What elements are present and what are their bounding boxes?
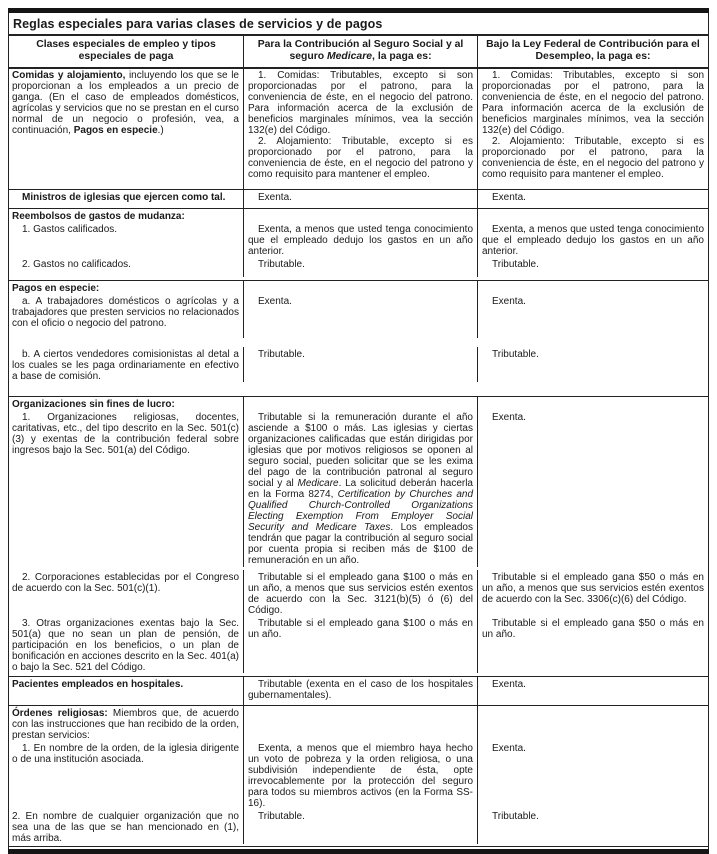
cell-org-religiosas-futa (477, 410, 708, 567)
table-header-row (9, 36, 708, 68)
cell-org-religiosas-clase (9, 410, 243, 567)
text-gastos-no-calificados: 2. Gastos no calificados. (22, 259, 131, 270)
text-pacientes-clase: Pacientes empleados en hospitales. (12, 679, 184, 690)
cell-gastos-calificados-ss (243, 222, 477, 257)
cell-pacientes-clase (9, 677, 243, 705)
cell-ordenes-2-clase (9, 809, 243, 844)
text-comidas-futa-1: 1. Comidas: Tributables, excepto si son proporcionadas por el patrono, para la conveniencia de éste, en el negocio del patrono. Para información acerca de la exclusión de beneficios marginales mínimos, vea la sección 132(e) del Código. (482, 70, 704, 136)
cell-pagos-b-futa (477, 347, 708, 382)
text-reembolsos-heading: Reembolsos de gastos de mudanza: (12, 211, 185, 222)
cell-ordenes-1-clase (9, 741, 243, 809)
text-gastos-no-calificados-ss: Tributable. (258, 259, 305, 270)
cell-pacientes-futa (477, 677, 708, 705)
text-org-religiosas-ss: Tributable si la remuneración durante el año asciende a $100 o más. Las iglesias y ciertas organizaciones calificadas que están dirigidas por iglesias que por motivos religiosos se oponen al seguro social, pueden solicitar que se les exima del pago de la contribución patronal al seguro social y al Medicare. La solicitud deberán hacerla en la Forma 8274, Certification by Churches and Qualified Church-Controlled Organizations Electing Exemption From Employer Social Security and Medicare Taxes. Los empleados tendrán que pagar la contribución al seguro social por cuenta propia si reciben más de $100 de remuneración en un año. (248, 412, 474, 566)
cell-gastos-no-calificados-ss (243, 257, 477, 277)
text-pagos-heading: Pagos en especie: (12, 283, 100, 294)
text-comidas-ss-1: 1. Comidas: Tributables, excepto si son proporcionadas por el patrono, para la conveniencia de éste, en el negocio del patrono. Para información acerca de la exclusión de beneficios marginales mínimos, vea la sección 132(e) del Código. (248, 70, 473, 136)
table-title: Reglas especiales para varias clases de servicios y de pagos (9, 13, 708, 36)
text-org-corporaciones: 2. Corporaciones establecidas por el Congreso de acuerdo con la Sec. 501(c)(1). (12, 572, 239, 594)
row-pacientes-hospitales (9, 676, 708, 705)
cell-spacer (243, 281, 477, 294)
header-col-social-security-medicare: Para la Contribución al Seguro Social y al seguro Medicare, la paga es: (243, 36, 477, 67)
cell-pagos-a-ss (243, 294, 477, 338)
header-col-employment: Clases especiales de empleo y tipos especiales de paga (36, 39, 216, 62)
header-col-futa: Bajo la Ley Federal de Contribución para el Desempleo, la paga es: (477, 36, 708, 67)
cell-org-corporaciones-futa (477, 570, 708, 616)
cell-gastos-no-calificados-clase (9, 257, 243, 277)
text-org-corporaciones-ss: Tributable si el empleado gana $100 o más en un año, a menos que sus servicios estén exentos de acuerdo con la Sec. 3121(b)(5) ó (6) del Código. (248, 572, 473, 616)
cell-comidas-clase (9, 68, 243, 189)
cell-organizaciones-heading (9, 397, 243, 410)
cell-spacer (477, 209, 708, 222)
text-pagos-b-futa: Tributable. (492, 349, 539, 360)
cell-org-otras-futa (477, 616, 708, 673)
cell-ordenes-heading (9, 706, 243, 741)
text-pagos-a-ss: Exenta. (258, 296, 292, 307)
text-org-otras-futa: Tributable si el empleado gana $50 o más en un año. (482, 618, 704, 640)
row-comidas-alojamiento (9, 68, 708, 189)
cell-pagos-a-futa (477, 294, 708, 338)
cell-ordenes-2-futa (477, 809, 708, 844)
text-gastos-calificados-ss: Exenta, a menos que usted tenga conocimiento que el empleado dedujo los gastos en un año anterior. (248, 224, 473, 257)
text-pacientes-ss: Tributable (exenta en el caso de los hospitales gubernamentales). (248, 679, 473, 701)
text-ordenes-1-ss: Exenta, a menos que el miembro haya hecho un voto de pobreza y la orden religiosa, o una subdivisión independiente de ésta, opte irrevocablemente por la protección del seguro para todos su miembros activos (en la Forma SS-16). (248, 743, 473, 809)
text-pagos-a-futa: Exenta. (492, 296, 526, 307)
text-ordenes-2-futa: Tributable. (492, 811, 539, 822)
special-rules-table (8, 8, 709, 854)
cell-spacer (477, 706, 708, 741)
text-ministros-futa: Exenta. (492, 192, 526, 203)
cell-gastos-calificados-clase (9, 222, 243, 257)
text-gastos-no-calificados-futa: Tributable. (492, 259, 539, 270)
cell-pagos-heading (9, 281, 243, 294)
cell-ordenes-1-futa (477, 741, 708, 809)
text-organizaciones-heading: Organizaciones sin fines de lucro: (12, 399, 175, 410)
text-ordenes-1-futa: Exenta. (492, 743, 526, 754)
cell-gastos-calificados-futa (477, 222, 708, 257)
text-comidas-ss-2: 2. Alojamiento: Tributable, excepto si es proporcionado por el patrono, para la conveniencia de éste, en el negocio del patrono y como requisito para mantener el empleo. (248, 136, 473, 180)
cell-spacer (243, 706, 477, 741)
text-org-otras: 3. Otras organizaciones exentas bajo la Sec. 501(a) que no sean un plan de pensión, de participación en los beneficios, o un plan de bonificación en acciones descrito en la Sec. 401(a) o bajo la Sec. 521 del Código. (12, 618, 239, 673)
cell-ordenes-2-ss (243, 809, 477, 844)
cell-org-otras-ss (243, 616, 477, 673)
cell-comidas-futa (477, 68, 708, 189)
table-bottom-bar (8, 849, 709, 854)
cell-pagos-a-clase (9, 294, 243, 338)
text-org-religiosas-futa: Exenta. (492, 412, 526, 423)
cell-ministros-clase (9, 190, 243, 208)
text-comidas-clase: Comidas y alojamiento, incluyendo los que se le proporcionan a los empleados a un precio de ganga. (En el caso de empleados domésticos, agrícolas y servicios que no se prestan en el curso normal de un negocio o profesión, vea, a continuación, Pagos en especie.) (12, 70, 239, 136)
text-pagos-a: a. A trabajadores domésticos o agrícolas y a trabajadores que presten servicios no relacionados con el oficio o negocio del patrono. (12, 296, 239, 329)
text-pagos-b-ss: Tributable. (258, 349, 305, 360)
cell-org-otras-clase (9, 616, 243, 673)
text-pagos-b: b. A ciertos vendedores comisionistas al detal a los cuales se les paga ordinariamente en efectivo a base de comisión. (12, 349, 239, 382)
text-gastos-calificados: 1. Gastos calificados. (22, 224, 118, 235)
cell-ministros-futa (477, 190, 708, 208)
row-ordenes-religiosas (9, 705, 708, 846)
cell-ministros-ss-medicare (243, 190, 477, 208)
cell-pacientes-ss (243, 677, 477, 705)
cell-gastos-no-calificados-futa (477, 257, 708, 277)
text-org-corporaciones-futa: Tributable si el empleado gana $50 o más en un año, a menos que sus servicios estén exentos de acuerdo con la Sec. 3306(c)(6) del Código. (482, 572, 704, 605)
table-bottom-rule (9, 846, 708, 847)
text-ministros-ss: Exenta. (258, 192, 292, 203)
cell-org-corporaciones-ss (243, 570, 477, 616)
row-organizaciones-sin-fines-lucro (9, 396, 708, 676)
text-ordenes-2: 2. En nombre de cualquier organización que no sea una de las que se han mencionado en (1), más arriba. (12, 811, 239, 844)
cell-spacer (243, 209, 477, 222)
text-ordenes-2-ss: Tributable. (258, 811, 305, 822)
text-ministros-clase: Ministros de iglesias que ejercen como tal. (22, 192, 226, 203)
cell-reembolsos-heading (9, 209, 243, 222)
cell-spacer (477, 281, 708, 294)
text-ordenes-1: 1. En nombre de la orden, de la iglesia dirigente o de una institución asociada. (12, 743, 239, 765)
cell-ordenes-1-ss (243, 741, 477, 809)
cell-spacer (477, 397, 708, 410)
text-ordenes-heading: Órdenes religiosas: Miembros que, de acuerdo con las instrucciones que han recibido de la orden, prestan servicios: (12, 708, 239, 741)
row-reembolsos-mudanza (9, 208, 708, 280)
text-org-otras-ss: Tributable si el empleado gana $100 o más en un año. (248, 618, 473, 640)
text-gastos-calificados-futa: Exenta, a menos que usted tenga conocimiento que el empleado dedujo los gastos en un año anterior. (482, 224, 704, 257)
text-comidas-futa-2: 2. Alojamiento: Tributable, excepto si es proporcionado por el patrono, para la conveniencia de éste, en el negocio del patrono y como requisito para mantener el empleo. (482, 136, 704, 180)
cell-org-corporaciones-clase (9, 570, 243, 616)
cell-spacer (243, 397, 477, 410)
cell-org-religiosas-ss (243, 410, 477, 567)
text-org-religiosas: 1. Organizaciones religiosas, docentes, caritativas, etc., del tipo descrito en la Sec. 501(c)(3) y exentas de la contribución federal sobre ingresos bajo la Sec. 501(a) del Código. (12, 412, 239, 456)
row-pagos-en-especie (9, 280, 708, 396)
text-pacientes-futa: Exenta. (492, 679, 526, 690)
row-ministros (9, 189, 708, 208)
cell-pagos-b-ss (243, 347, 477, 382)
cell-comidas-ss-medicare (243, 68, 477, 189)
cell-pagos-b-clase (9, 347, 243, 382)
